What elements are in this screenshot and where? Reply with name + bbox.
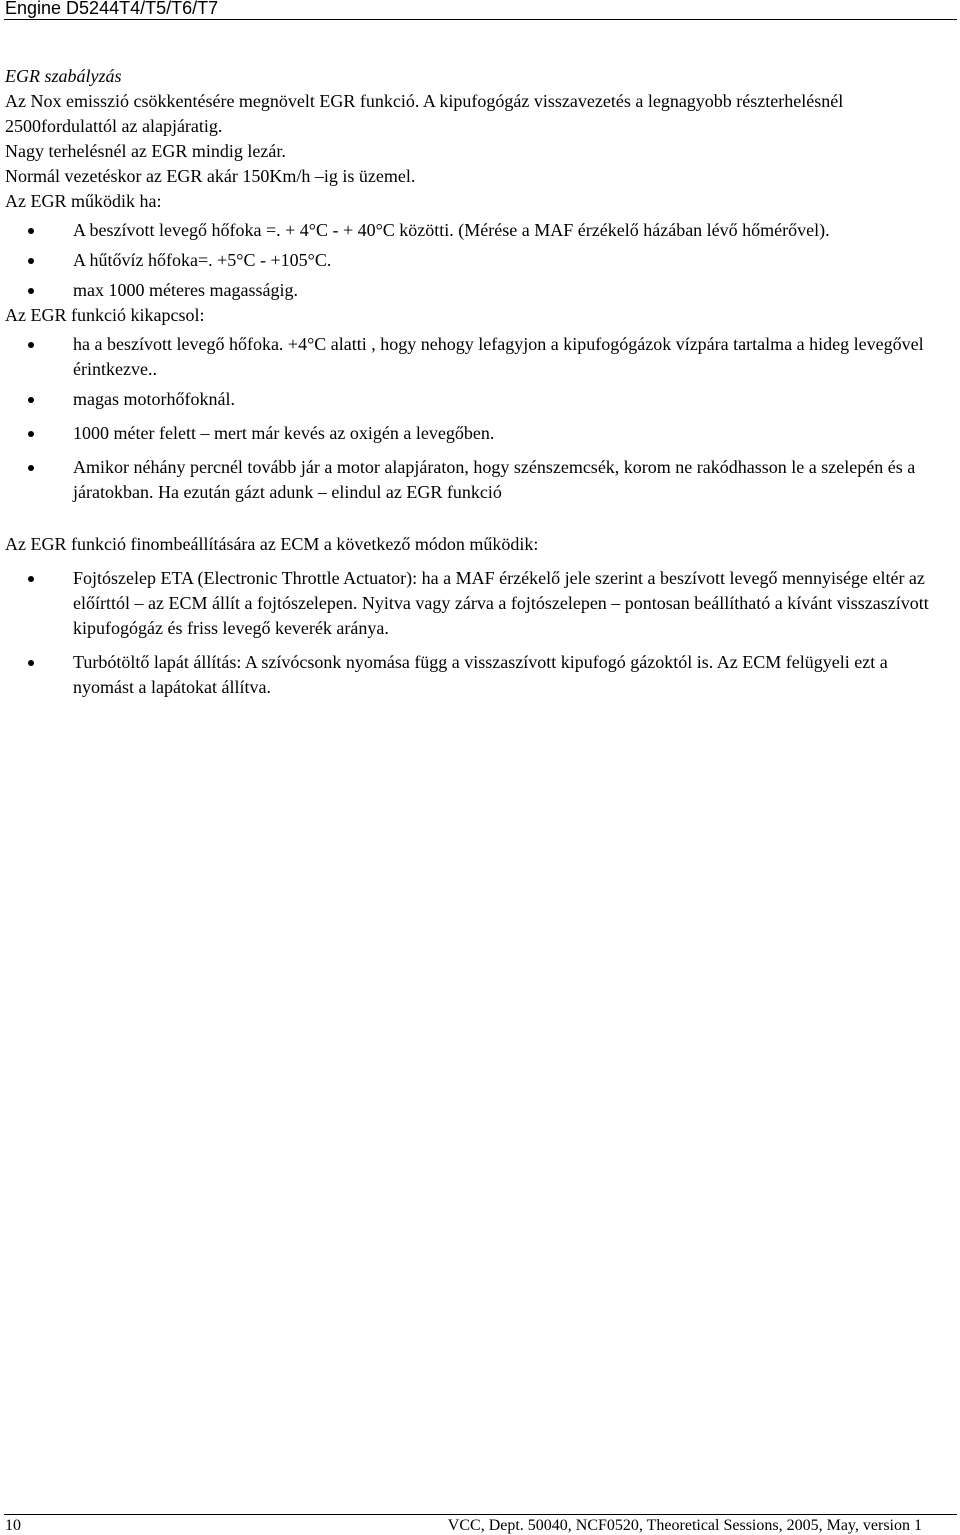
list-item: Amikor néhány percnél tovább jár a motor alapjáraton, hogy szénszemcsék, korom ne rakódhasson le a szelepén és a járatokban. Ha ezután gázt adunk – elindul az EGR funkció xyxy=(5,455,953,505)
list-item: max 1000 méteres magasságig. xyxy=(5,278,953,303)
list-item: Fojtószelep ETA (Electronic Throttle Actuator): ha a MAF érzékelő jele szerint a beszívott levegő mennyisége eltér az előírttól – az ECM állít a fojtószelepen. Nyitva vagy zárva a fojtószelepen – pontosan beállítható a kívánt visszaszívott kipufogógáz és friss levegő keverék aránya. xyxy=(5,566,953,641)
page-header xyxy=(0,0,960,20)
list-item: A beszívott levegő hőfoka =. + 4°C - + 40°C közötti. (Mérése a MAF érzékelő házában lévő hőmérővel). xyxy=(5,218,953,243)
off-label: Az EGR funkció kikapcsol: xyxy=(5,305,205,325)
list-item: 1000 méter felett – mert már kevés az oxigén a levegőben. xyxy=(5,421,953,446)
intro-paragraph: Az Nox emisszió csökkentésére megnövelt EGR funkció. A kipufogógáz visszavezetés a legnagyobb részterhelésnél 2500fordulattól az alapjáratig. xyxy=(5,91,844,136)
paragraph-line: Nagy terhelésnél az EGR mindig lezár. xyxy=(5,141,286,161)
paragraph-line: Normál vezetéskor az EGR akár 150Km/h –ig is üzemel. xyxy=(5,166,416,186)
document-body xyxy=(5,64,953,700)
list-item: ha a beszívott levegő hőfoka. +4°C alatti , hogy nehogy lefagyjon a kipufogógázok vízpára tartalma a hideg levegővel érintkezve.. xyxy=(5,332,953,382)
section-heading: EGR szabályzás xyxy=(5,66,122,86)
list-item: magas motorhőfoknál. xyxy=(5,387,953,412)
list-item: A hűtővíz hőfoka=. +5°C - +105°C. xyxy=(5,248,953,273)
page-footer xyxy=(0,1514,960,1535)
list-item: Turbótöltő lapát állítás: A szívócsonk nyomása függ a visszaszívott kipufogó gázoktól is. Az ECM felügyeli ezt a nyomást a lapátokat állítva. xyxy=(5,650,953,700)
header-rule xyxy=(4,19,957,20)
section2-intro: Az EGR funkció finombeállítására az ECM a következő módon működik: xyxy=(5,534,539,554)
footer-info: VCC, Dept. 50040, NCF0520, Theoretical Sessions, 2005, May, version 1 xyxy=(447,1517,922,1534)
works-label: Az EGR működik ha: xyxy=(5,191,162,211)
header-title: Engine D5244T4/T5/T6/T7 xyxy=(5,0,219,18)
fine-tuning-list xyxy=(5,566,953,700)
works-conditions-list xyxy=(5,218,953,303)
off-conditions-list xyxy=(5,332,953,505)
page-number: 10 xyxy=(5,1517,21,1534)
footer-rule xyxy=(4,1514,957,1515)
